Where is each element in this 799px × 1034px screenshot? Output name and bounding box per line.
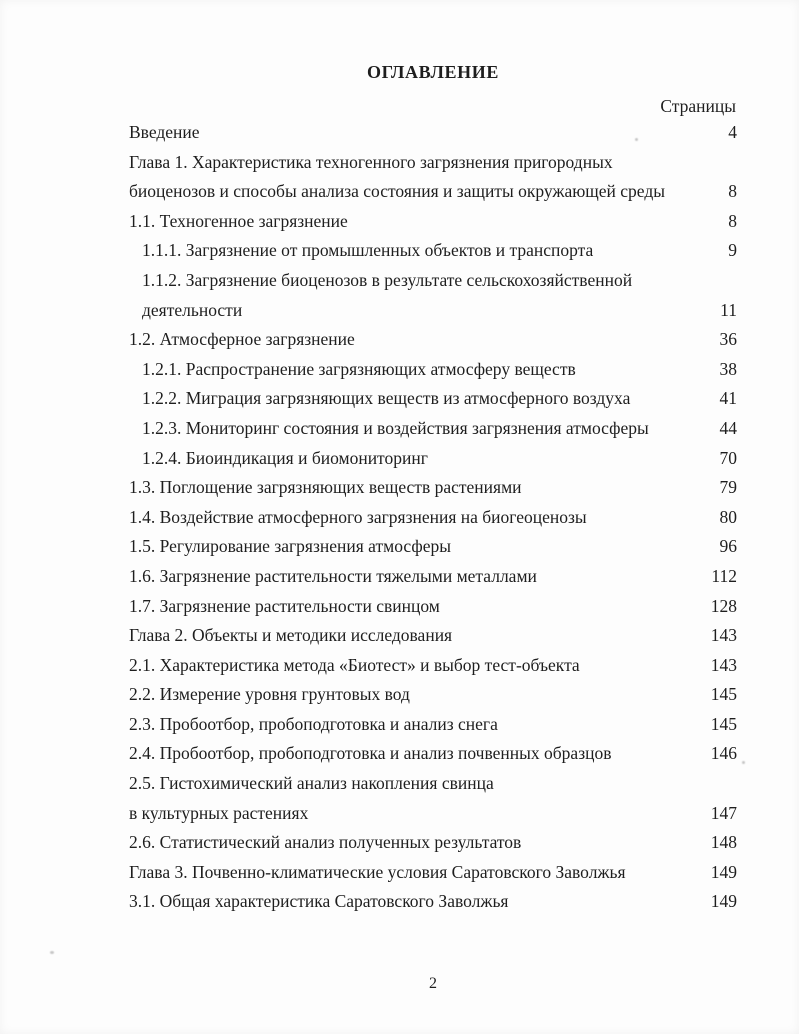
toc-entry-text: 1.2.1. Распространение загрязняющих атмосферу веществ <box>142 358 576 379</box>
toc-entry-page: 80 <box>719 506 737 527</box>
toc-entry-text: 1.3. Поглощение загрязняющих веществ растениями <box>129 477 522 498</box>
toc-entry <box>129 300 737 330</box>
toc-entry <box>129 862 737 892</box>
toc-entry-text: 1.4. Воздействие атмосферного загрязнения на биогеоценозы <box>129 506 587 527</box>
toc-entry-page: 143 <box>710 625 737 646</box>
toc-entry-page: 41 <box>719 388 737 409</box>
pages-column-header: Страницы <box>660 96 736 116</box>
toc-entry-text: 1.2.4. Биоиндикация и биомониторинг <box>142 447 428 468</box>
toc-entry <box>129 388 737 418</box>
toc-entry-text: 2.2. Измерение уровня грунтовых вод <box>129 684 410 705</box>
toc-entry <box>129 152 737 182</box>
toc-entry <box>129 891 737 921</box>
toc-entry <box>129 418 737 448</box>
toc-entry-page: 148 <box>710 832 737 853</box>
toc-entry-text: 1.1.2. Загрязнение биоценозов в результате сельскохозяйственной <box>142 269 633 290</box>
toc-entry-page: 4 <box>728 122 737 142</box>
toc-entry <box>129 359 737 389</box>
toc-entry <box>129 832 737 862</box>
toc-entry-page: 145 <box>710 713 737 734</box>
toc-entry-text: Глава 2. Объекты и методики исследования <box>129 625 453 646</box>
scan-speck <box>635 138 638 141</box>
toc-entry-text: 2.5. Гистохимический анализ накопления свинца <box>129 773 494 794</box>
toc-entry-page: 8 <box>728 210 737 231</box>
toc-entry-text: 1.1. Техногенное загрязнение <box>129 210 348 231</box>
toc-entry <box>129 625 737 655</box>
toc-entry-page: 79 <box>719 477 737 498</box>
toc-entry <box>129 596 737 626</box>
scan-speck <box>50 951 54 954</box>
toc-entry-page: 8 <box>728 181 737 202</box>
toc-entry <box>129 448 737 478</box>
toc-entry-text: 2.3. Пробоотбор, пробоподготовка и анализ снега <box>129 713 498 734</box>
toc-entry <box>129 507 737 537</box>
toc-entry <box>129 270 737 300</box>
toc-entry <box>129 714 737 744</box>
toc-entry-text: 2.4. Пробоотбор, пробоподготовка и анализ почвенных образцов <box>129 743 612 764</box>
toc-entry-text: биоценозов и способы анализа состояния и защиты окружающей среды <box>129 181 666 202</box>
toc-entry-page: 70 <box>719 447 737 468</box>
page-title: ОГЛАВЛЕНИЕ <box>367 62 499 82</box>
toc-entry-text: 2.1. Характеристика метода «Биотест» и выбор тест-объекта <box>129 654 580 675</box>
toc-entry-page: 146 <box>710 743 737 764</box>
toc-entry-page: 149 <box>710 891 737 912</box>
toc-entry-text: 1.2.3. Мониторинг состояния и воздействия загрязнения атмосферы <box>142 417 649 438</box>
toc-entry-text: Глава 3. Почвенно-климатические условия Саратовского Заволжья <box>129 861 626 882</box>
toc-entry-text: 3.1. Общая характеристика Саратовского Заволжья <box>129 891 509 912</box>
toc-entry-page: 128 <box>710 595 737 616</box>
toc-entry <box>129 122 737 152</box>
toc-entry <box>129 803 737 833</box>
toc-entry-text: 1.7. Загрязнение растительности свинцом <box>129 595 440 616</box>
toc-entry <box>129 536 737 566</box>
toc-entry-page: 38 <box>719 358 737 379</box>
toc-entry <box>129 181 737 211</box>
toc-entry <box>129 743 737 773</box>
toc-entry-page: 36 <box>719 329 737 350</box>
toc-entry <box>129 773 737 803</box>
toc-entry-page: 9 <box>728 240 737 261</box>
toc-entry-page: 11 <box>720 299 737 320</box>
toc-entry-page: 143 <box>710 654 737 675</box>
toc-entry <box>129 211 737 241</box>
toc-list <box>129 122 737 921</box>
toc-entry-text: Введение <box>129 122 200 142</box>
toc-entry-text: 2.6. Статистический анализ полученных результатов <box>129 832 522 853</box>
toc-entry-page: 96 <box>719 536 737 557</box>
toc-entry-text: 1.2.2. Миграция загрязняющих веществ из атмосферного воздуха <box>142 388 631 409</box>
toc-entry-text: деятельности <box>142 299 243 320</box>
toc-entry <box>129 477 737 507</box>
toc-entry-page: 149 <box>710 861 737 882</box>
toc-entry-text: в культурных растениях <box>129 802 309 823</box>
toc-entry-page: 112 <box>711 565 737 586</box>
page-number-footer: 2 <box>429 975 437 992</box>
toc-entry-text: Глава 1. Характеристика техногенного загрязнения пригородных <box>129 151 613 172</box>
toc-entry-page: 147 <box>710 802 737 823</box>
toc-entry-page: 145 <box>710 684 737 705</box>
toc-entry <box>129 329 737 359</box>
toc-entry-text: 1.2. Атмосферное загрязнение <box>129 329 355 350</box>
toc-entry <box>129 655 737 685</box>
scan-speck <box>742 761 745 764</box>
toc-entry-text: 1.5. Регулирование загрязнения атмосферы <box>129 536 451 557</box>
toc-entry <box>129 684 737 714</box>
toc-entry <box>129 240 737 270</box>
toc-entry-text: 1.1.1. Загрязнение от промышленных объектов и транспорта <box>142 240 594 261</box>
toc-entry-text: 1.6. Загрязнение растительности тяжелыми металлами <box>129 565 537 586</box>
toc-entry <box>129 566 737 596</box>
toc-entry-page: 44 <box>719 417 737 438</box>
